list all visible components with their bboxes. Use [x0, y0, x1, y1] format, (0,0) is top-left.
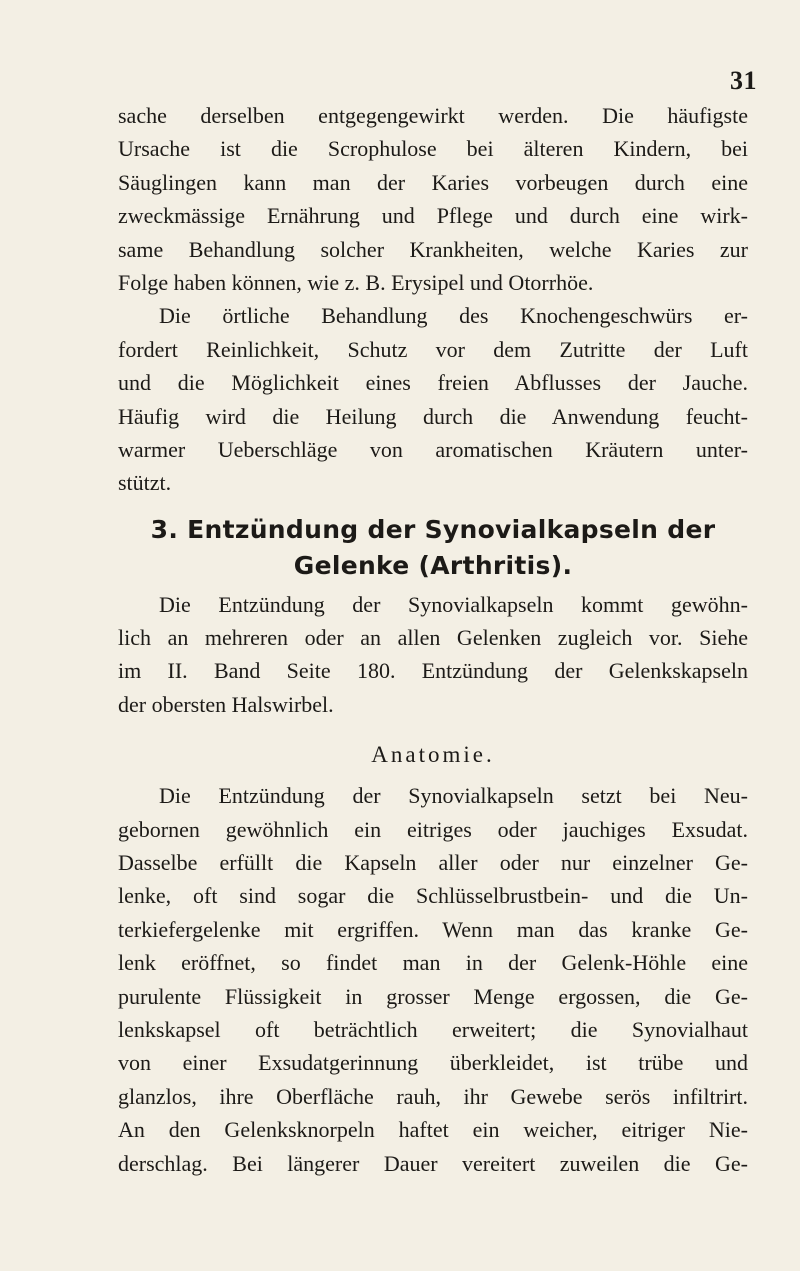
paragraph-3	[118, 588, 748, 722]
section-heading	[118, 512, 748, 584]
text-line: Folge haben können, wie z. B. Erysipel und Otorrhöe.	[118, 269, 594, 295]
subheading-anatomie: Anatomie.	[371, 742, 495, 768]
text-line: Die Entzündung der Synovialkapseln setzt bei Neu-	[159, 783, 748, 809]
text-line: derschlag. Bei längerer Dauer vereitert zuweilen die Ge-	[118, 1150, 748, 1176]
text-line: der obersten Halswirbel.	[118, 691, 334, 717]
paragraph-2	[118, 299, 748, 499]
text-line: glanzlos, ihre Oberfläche rauh, ihr Gewebe serös infiltrirt.	[118, 1083, 748, 1109]
section-heading-line: Gelenke (Arthritis).	[293, 550, 573, 580]
text-line: Die Entzündung der Synovialkapseln kommt gewöhn-	[159, 591, 748, 617]
text-line: lich an mehreren oder an allen Gelenken zugleich vor. Siehe	[118, 625, 748, 651]
page-number: 31	[730, 66, 757, 95]
text-line: lenkskapsel oft beträchtlich erweitert; die Synovialhaut	[118, 1016, 748, 1042]
text-line: zweckmässige Ernährung und Pflege und durch eine wirk-	[118, 203, 748, 229]
text-line: Dasselbe erfüllt die Kapseln aller oder nur einzelner Ge-	[118, 850, 748, 876]
text-line: fordert Reinlichkeit, Schutz vor dem Zutritte der Luft	[118, 336, 748, 362]
text-line: Ursache ist die Scrophulose bei älteren Kindern, bei	[118, 136, 748, 162]
text-line: warmer Ueberschläge von aromatischen Kräutern unter-	[118, 436, 748, 462]
text-line: von einer Exsudatgerinnung überkleidet, ist trübe und	[118, 1050, 748, 1076]
section-heading-line: 3. Entzündung der Synovialkapseln der	[150, 514, 716, 544]
text-line: im II. Band Seite 180. Entzündung der Gelenkskapseln	[118, 658, 748, 684]
paragraph-1	[118, 99, 748, 299]
text-line: Häufig wird die Heilung durch die Anwendung feucht-	[118, 403, 748, 429]
body-text	[118, 99, 748, 1180]
paragraph-4	[118, 779, 748, 1180]
text-line: und die Möglichkeit eines freien Abflusses der Jauche.	[118, 370, 748, 396]
text-line: lenke, oft sind sogar die Schlüsselbrustbein- und die Un-	[118, 883, 748, 909]
text-line: sache derselben entgegengewirkt werden. Die häufigste	[118, 103, 748, 128]
text-line: same Behandlung solcher Krankheiten, welche Karies zur	[118, 236, 748, 262]
text-line: lenk eröffnet, so findet man in der Gelenk-Höhle eine	[118, 950, 748, 976]
text-line: terkiefergelenke mit ergriffen. Wenn man das kranke Ge-	[118, 916, 748, 942]
text-line: Säuglingen kann man der Karies vorbeugen durch eine	[118, 169, 748, 195]
text-line: Die örtliche Behandlung des Knochengeschwürs er-	[159, 303, 748, 329]
text-line: An den Gelenksknorpeln haftet ein weicher, eitriger Nie-	[118, 1117, 748, 1143]
text-line: stützt.	[118, 470, 172, 496]
text-line: gebornen gewöhnlich ein eitriges oder jauchiges Exsudat.	[118, 816, 748, 842]
text-line: purulente Flüssigkeit in grosser Menge ergossen, die Ge-	[118, 983, 748, 1009]
